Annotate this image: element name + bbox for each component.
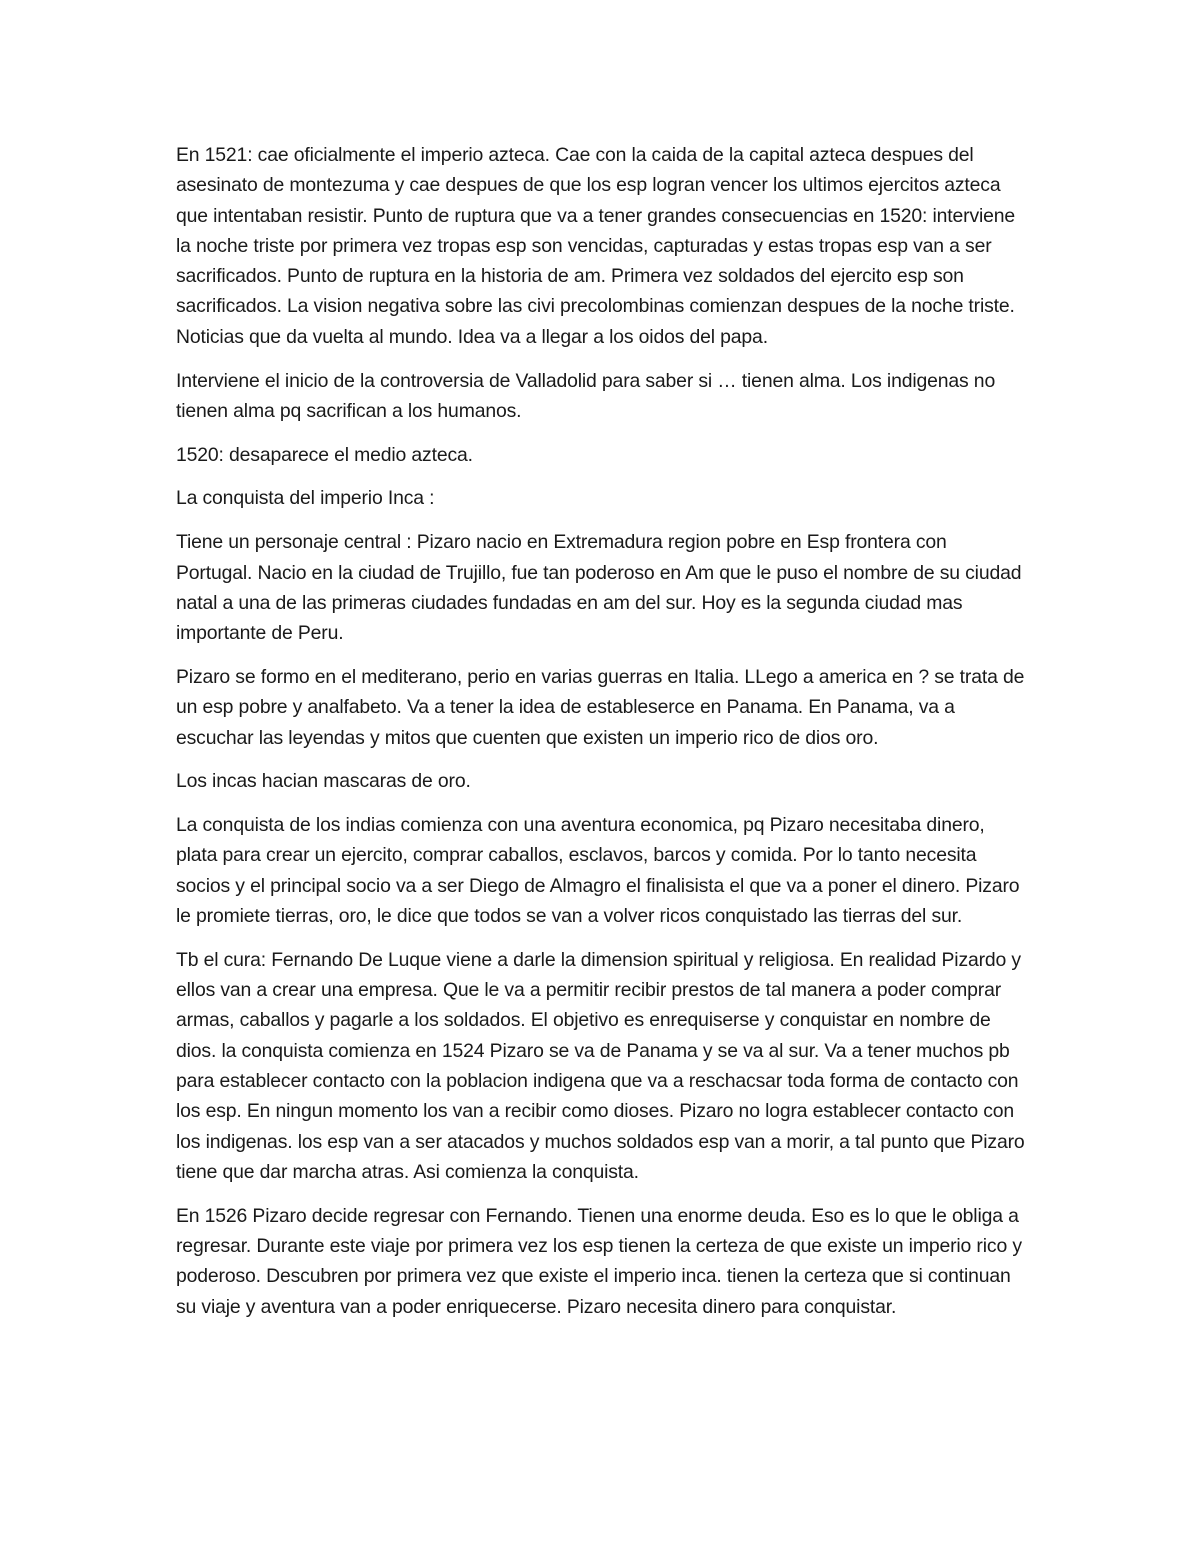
paragraph: 1520: desaparece el medio azteca. [176, 443, 473, 466]
paragraph: Tiene un personaje central : Pizaro nacio en Extremadura region pobre en Esp frontera con Portugal. Nacio en la ciudad de Trujillo, fue tan poderoso en Am que le puso el nombre de su ciudad natal a una de las primeras ciudades fundadas en am del sur. Hoy es la segunda ciudad mas importante de Peru. [176, 531, 1022, 645]
paragraph: En 1526 Pizaro decide regresar con Fernando. Tienen una enorme deuda. Eso es lo que le obliga a regresar. Durante este viaje por primera vez los esp tienen la certeza de que existe un imperio rico y poderoso. Descubren por primera vez que existe el imperio inca. tienen la certeza que si continuan su viaje y aventura van a poder enriquecerse. Pizaro necesita dinero para conquistar. [176, 1204, 1022, 1318]
paragraph: Tb el cura: Fernando De Luque viene a darle la dimension spiritual y religiosa. En realidad Pizardo y ellos van a crear una empresa. Que le va a permitir recibir prestos de tal manera a poder comprar armas, caballos y pagarle a los soldados. El objetivo es enrequiserse y conquistar en nombre de dios. la conquista comienza en 1524 Pizaro se va de Panama y se va al sur. Va a tener muchos pb para establecer contacto con la poblacion indigena que va a reschacsar toda forma de contacto con los esp. En ningun momento los van a recibir como dioses. Pizaro no logra establecer contacto con los indigenas. los esp van a ser atacados y muchos soldados esp van a morir, a tal punto que Pizaro tiene que dar marcha atras. Asi comienza la conquista. [176, 948, 1025, 1183]
document-body [176, 140, 1026, 1322]
paragraph: La conquista de los indias comienza con una aventura economica, pq Pizaro necesitaba dinero, plata para crear un ejercito, comprar caballos, esclavos, barcos y comida. Por lo tanto necesita socios y el principal socio va a ser Diego de Almagro el finalisista el que va a poner el dinero. Pizaro le promiete tierras, oro, le dice que todos se van a volver ricos conquistado las tierras del sur. [176, 814, 1020, 928]
paragraph: Los incas hacian mascaras de oro. [176, 770, 471, 793]
paragraph: Pizaro se formo en el mediterano, perio en varias guerras en Italia. LLego a america en ? se trata de un esp pobre y analfabeto. Va a tener la idea de estableserce en Panama. En Panama, va a escuchar las leyendas y mitos que cuenten que existen un imperio rico de dios oro. [176, 665, 1025, 749]
section-heading: La conquista del imperio Inca : [176, 487, 435, 510]
paragraph: Interviene el inicio de la controversia de Valladolid para saber si … tienen alma. Los indigenas no tienen alma pq sacrifican a los humanos. [176, 369, 996, 422]
paragraph: En 1521: cae oficialmente el imperio azteca. Cae con la caida de la capital azteca despues del asesinato de montezuma y cae despues de que los esp logran vencer los ultimos ejercitos azteca que intentaban resistir. Punto de ruptura que va a tener grandes consecuencias en 1520: interviene la noche triste por primera vez tropas esp son vencidas, capturadas y estas tropas esp van a ser sacrificados. Punto de ruptura en la historia de am. Primera vez soldados del ejercito esp son sacrificados. La vision negativa sobre las civi precolombinas comienzan despues de la noche triste. Noticias que da vuelta al mundo. Idea va a llegar a los oidos del papa. [176, 144, 1016, 348]
